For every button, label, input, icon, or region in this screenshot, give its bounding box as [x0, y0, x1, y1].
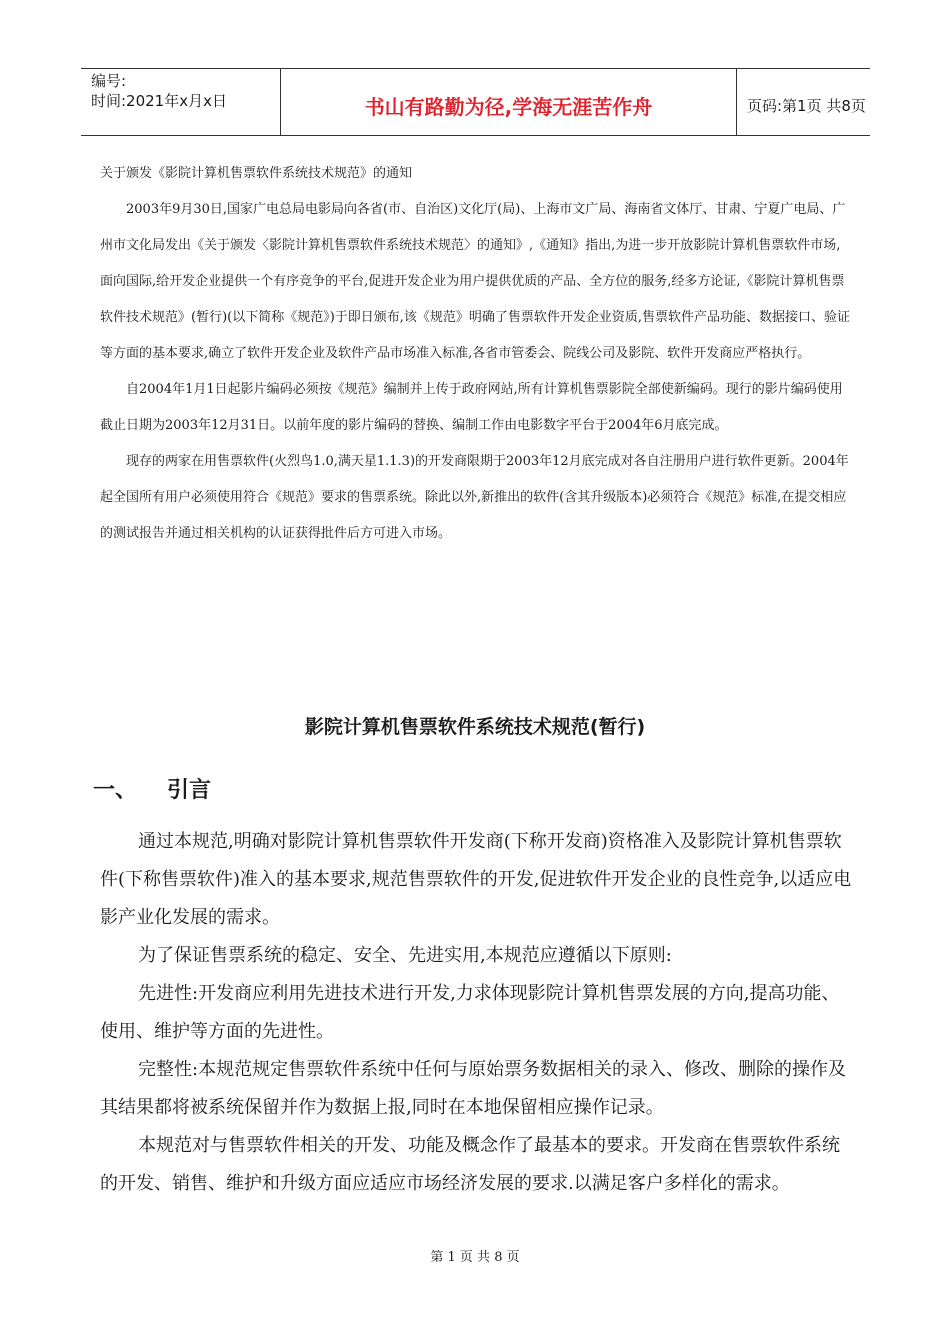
body-paragraph: 先进性:开发商应利用先进技术进行开发,力求体现影院计算机售票发展的方向,提高功能、使用、维护等方面的先进性。 — [100, 983, 840, 1042]
section-title: 引言 — [167, 778, 212, 803]
body-paragraph: 完整性:本规范规定售票软件系统中任何与原始票务数据相关的录入、修改、删除的操作及其结果都将被系统保留并作为数据上报,同时在本地保留相应操作记录。 — [100, 1059, 847, 1118]
notice-section — [100, 156, 852, 552]
header-meta — [81, 69, 281, 135]
notice-paragraph: 现存的两家在用售票软件(火烈鸟1.0,满天星1.1.3)的开发商限期于2003年12月底完成对各自注册用户进行软件更新。2004年起全国所有用户必须使用符合《规范》要求的售票系统。除此以外,新推出的软件(含其升级版本)必须符合《规范》标准,在提交相应的测试报告并通过相关机构的认证获得批件后方可进入市场。 — [100, 454, 849, 541]
body-paragraph: 为了保证售票系统的稳定、安全、先进实用,本规范应遵循以下原则: — [138, 945, 672, 966]
notice-title: 关于颁发《影院计算机售票软件系统技术规范》的通知 — [100, 166, 413, 181]
notice-paragraph: 2003年9月30日,国家广电总局电影局向各省(市、自治区)文化厅(局)、上海市文广局、海南省文体厅、甘肃、宁夏广电局、广州市文化局发出《关于颁发〈影院计算机售票软件系统技术规范〉的通知》,《通知》指出,为进一步开放影院计算机售票软件市场,面向国际,给开发企业提供一个有序竞争的平台,促进开发企业为用户提供优质的产品、全方位的服务,经多方论证,《影院计算机售票软件技术规范》(暂行)(以下简称《规范》)于即日颁布,该《规范》明确了售票软件开发企业资质,售票软件产品功能、数据接口、验证等方面的基本要求,确立了软件开发企业及软件产品市场准入标准,各省市管委会、院线公司及影院、软件开发商应严格执行。 — [100, 202, 851, 361]
header-page-info: 页码:第1页 共8页 — [747, 96, 866, 115]
section-heading — [93, 773, 211, 804]
time-label: 时间:2021年x月x日 — [91, 92, 227, 110]
header-motto: 书山有路勤为径,学海无涯苦作舟 — [281, 69, 737, 135]
spec-body — [100, 823, 856, 1203]
body-paragraph: 通过本规范,明确对影院计算机售票软件开发商(下称开发商)资格准入及影院计算机售票软件(下称售票软件)准入的基本要求,规范售票软件的开发,促进软件开发企业的良性竞争,以适应电影产业化发展的需求。 — [100, 831, 852, 928]
spec-title: 影院计算机售票软件系统技术规范(暂行) — [304, 716, 646, 738]
notice-paragraph: 自2004年1月1日起影片编码必须按《规范》编制并上传于政府网站,所有计算机售票影院全部使新编码。现行的影片编码使用截止日期为2003年12月31日。以前年度的影片编码的替换、编制工作由电影数字平台于2004年6月底完成。 — [100, 382, 843, 433]
header-table — [81, 68, 870, 136]
serial-label: 编号: — [91, 72, 127, 90]
page-footer: 第 1 页 共 8 页 — [430, 1250, 520, 1265]
body-paragraph: 本规范对与售票软件相关的开发、功能及概念作了最基本的要求。开发商在售票软件系统的开发、销售、维护和升级方面应适应市场经济发展的要求.以满足客户多样化的需求。 — [100, 1135, 840, 1194]
section-number: 一、 — [93, 778, 138, 803]
